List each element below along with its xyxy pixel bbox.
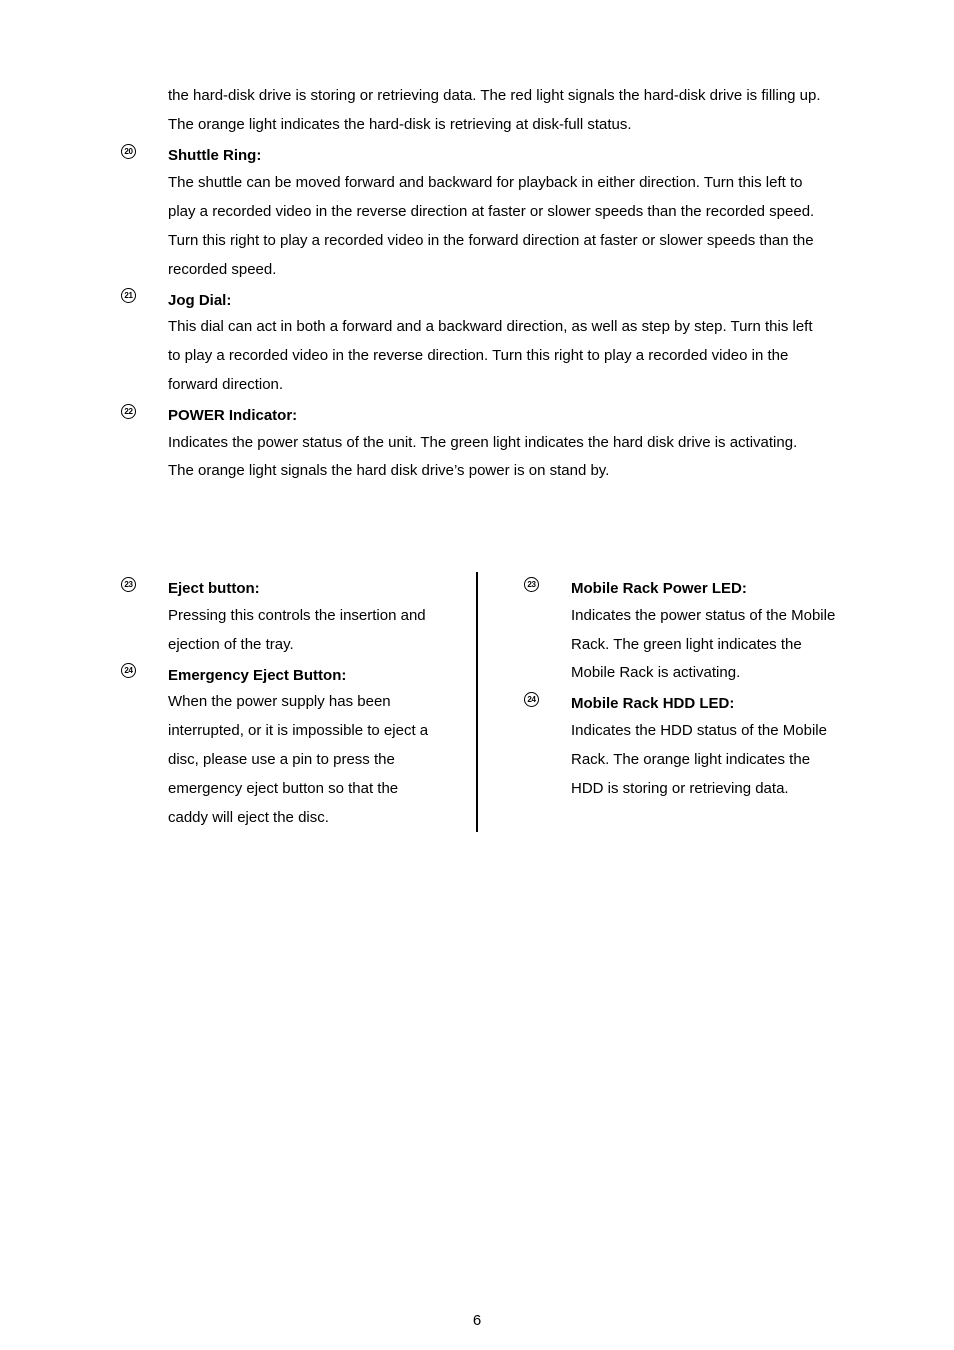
item-20-number-icon: 20 <box>121 144 136 159</box>
intro-line-1: the hard-disk drive is storing or retrieving data. The red light signals the hard-disk drive is filling up. <box>168 87 821 104</box>
emergency-eject-line-4: emergency eject button so that the <box>168 780 399 797</box>
jog-dial-line-1: This dial can act in both a forward and a backward direction, as well as step by step. Turn this left <box>168 318 813 335</box>
mobile-rack-hdd-led-title: Mobile Rack HDD LED: <box>571 695 735 712</box>
emergency-eject-line-2: interrupted, or it is impossible to eject a <box>168 722 429 739</box>
power-indicator-title: POWER Indicator: <box>168 407 298 424</box>
jog-dial-line-3: forward direction. <box>168 376 284 393</box>
emergency-eject-line-5: caddy will eject the disc. <box>168 809 329 826</box>
jog-dial-title: Jog Dial: <box>168 292 232 309</box>
emergency-eject-line-1: When the power supply has been <box>168 693 391 710</box>
right-item-23-number-icon: 23 <box>524 577 539 592</box>
shuttle-ring-line-4: recorded speed. <box>168 261 277 278</box>
page-number: 6 <box>472 1312 482 1329</box>
item-22-number-icon: 22 <box>121 404 136 419</box>
mobile-rack-hdd-led-line-1: Indicates the HDD status of the Mobile <box>571 722 827 739</box>
mobile-rack-power-led-title: Mobile Rack Power LED: <box>571 580 747 597</box>
intro-line-2: The orange light indicates the hard-disk is retrieving at disk-full status. <box>168 116 632 133</box>
left-item-23-number-icon: 23 <box>121 577 136 592</box>
item-21-number-icon: 21 <box>121 288 136 303</box>
mobile-rack-power-led-line-3: Mobile Rack is activating. <box>571 664 741 681</box>
eject-button-title: Eject button: <box>168 580 260 597</box>
mobile-rack-power-led-line-1: Indicates the power status of the Mobile <box>571 607 836 624</box>
eject-button-line-1: Pressing this controls the insertion and <box>168 607 426 624</box>
power-indicator-line-1: Indicates the power status of the unit. The green light indicates the hard disk drive is activating. <box>168 434 798 451</box>
column-divider <box>476 572 478 832</box>
mobile-rack-hdd-led-line-2: Rack. The orange light indicates the <box>571 751 811 768</box>
emergency-eject-title: Emergency Eject Button: <box>168 667 347 684</box>
shuttle-ring-line-3: Turn this right to play a recorded video in the forward direction at faster or slower speeds than the <box>168 232 814 249</box>
jog-dial-line-2: to play a recorded video in the reverse direction. Turn this right to play a recorded video in the <box>168 347 789 364</box>
mobile-rack-power-led-line-2: Rack. The green light indicates the <box>571 636 802 653</box>
power-indicator-line-2: The orange light signals the hard disk drive’s power is on stand by. <box>168 462 610 479</box>
left-item-24-number-icon: 24 <box>121 663 136 678</box>
eject-button-line-2: ejection of the tray. <box>168 636 294 653</box>
emergency-eject-line-3: disc, please use a pin to press the <box>168 751 395 768</box>
shuttle-ring-line-1: The shuttle can be moved forward and backward for playback in either direction. Turn this left to <box>168 174 803 191</box>
right-item-24-number-icon: 24 <box>524 692 539 707</box>
mobile-rack-hdd-led-line-3: HDD is storing or retrieving data. <box>571 780 789 797</box>
shuttle-ring-title: Shuttle Ring: <box>168 147 262 164</box>
shuttle-ring-line-2: play a recorded video in the reverse direction at faster or slower speeds than the recorded speed. <box>168 203 815 220</box>
